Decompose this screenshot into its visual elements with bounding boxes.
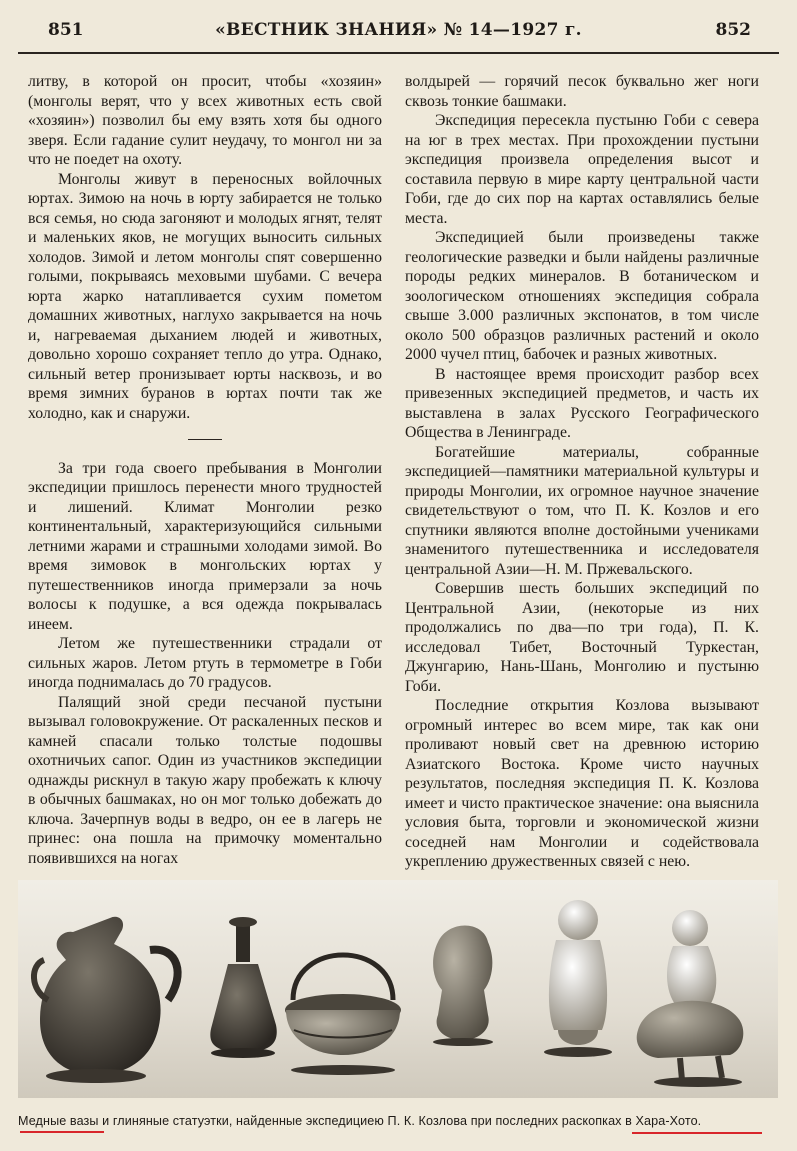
paragraph: волдырей — горячий песок буквально жег ноги сквозь тонкие башмаки. <box>405 73 759 110</box>
paragraph: Экспедиция пересекла пустыню Гоби с севера на юг в трех местах. При прохождении пустыни экспедиция произвела определения высот и составила первую в мире карту центральной части Гоби, где до сих пор на картах оставлялись белые места. <box>405 112 759 227</box>
artifacts-photo <box>18 880 778 1098</box>
page-number-left: 851 <box>48 20 84 40</box>
paragraph: Последние открытия Козлова вызывают огромный интерес во всем мире, так как они проливают новый свет на древнюю историю Азиатского Востока. Кроме чисто научных результатов, последняя экспедиция П. К. Козлова имеет и чисто практическое значение: она выяснила условия быта, торговли и экономической жизни соседней нам Монголии и содействовала укреплению дружественных связей с нею. <box>405 697 759 870</box>
left-column <box>28 72 382 868</box>
section-separator <box>28 429 382 449</box>
paragraph: За три года своего пребывания в Монголии экспедиции пришлось перенести много трудностей и лишений. Климат Монголии резко континентальный, характеризующийся сильными летними жарами и страшными холодами зимой. Во время зимовок в монгольских юртах у путешественников иногда примерзали за ночь волосы к подушке, а вся одежда покрывалась инеем. <box>28 459 382 633</box>
paragraph: Совершив шесть больших экспедиций по Центральной Азии, (некоторые из них продолжались по два—по три года), П. К. исследовал Тибет, Восточный Туркестан, Джунгарию, Нань-Шань, Монголию и пустыню Гоби. <box>405 580 759 695</box>
page-number-right: 852 <box>715 20 751 40</box>
annotation-underline <box>20 1131 104 1133</box>
paragraph: Экспедицией были произведены также геологические разведки и были найдены различные породы редких минералов. В ботаническом и зоологическом отношениях экспедиция собрала свыше 3.000 различных экспонатов, в том числе около 500 образцов различных растений и около 2000 чучел птиц, бабочек и разных животных. <box>405 229 759 363</box>
header-rule <box>18 52 779 54</box>
right-column <box>405 72 759 872</box>
paragraph: литву, в которой он просит, чтобы «хозяин» (монголы верят, что у всех животных есть свой «хозяин») позволил бы ему взять хотя бы одного зверя. Если гадание сулит неудачу, то монгол ни за что не поедет на охоту. <box>28 73 382 168</box>
paragraph: Богатейшие материалы, собранные экспедицией—памятники материальной культуры и природы Монголии, их огромное научное значение свидетельствуют о том, что П. К. Козлов и его спутники являются вполне достойными учениками знаменитого путешественника и исследователя центральной Азии—Н. М. Пржевальского. <box>405 443 759 578</box>
paragraph: Летом же путешественники страдали от сильных жаров. Летом ртуть в термометре в Гоби иногда поднималась до 70 градусов. <box>28 635 382 691</box>
page-header <box>0 0 797 54</box>
paragraph: В настоящее время происходит разбор всех привезенных экспедицией предметов, и часть их выставлена в залах Русского Географического Общества в Ленинграде. <box>405 365 759 441</box>
annotation-underline <box>632 1132 762 1134</box>
clay-figurine-small <box>433 926 493 1047</box>
paragraph: Палящий зной среди песчаной пустыни вызывал головокружение. От раскаленных песков и камней спасали только толстые подошвы охотничьих сапог. Один из участников экспедиции однажды рискнул в такую жару пробежать к ключу в обычных башмаках, но он мог только добежать до ключа. Зачерпнув воды в ведро, он ее в лагерь не принес: она пошла на примочку моментально появившихся на ногах <box>28 693 382 867</box>
paragraph: Монголы живут в переносных войлочных юртах. Зимою на ночь в юрту забирается не только вся семья, но сюда загоняют и молодых ягнят, телят и маленьких яков, не могущих выносить сильных холодов. Зимой и летом монголы спят совершенно голыми, покрываясь меховыми шубами. С вечера юрта жарко натапливается сухим пометом домашних животных, наглухо закрывается на ночь и, нагреваемая дыханием людей и животных, довольно хорошо сохраняет тепло до утра. Однако, сильный ветер пронизывает юрты насквозь, и во время зимних буранов в юртах почти так же холодно, как и снаружи. <box>28 170 382 422</box>
figure-caption: Медные вазы и глиняные статуэтки, найденные экспедициею П. К. Козлова при последних раскопках в Хара-Хото. <box>18 1114 702 1128</box>
journal-title: «ВЕСТНИК ЗНАНИЯ» № 14—1927 г. <box>215 20 582 40</box>
